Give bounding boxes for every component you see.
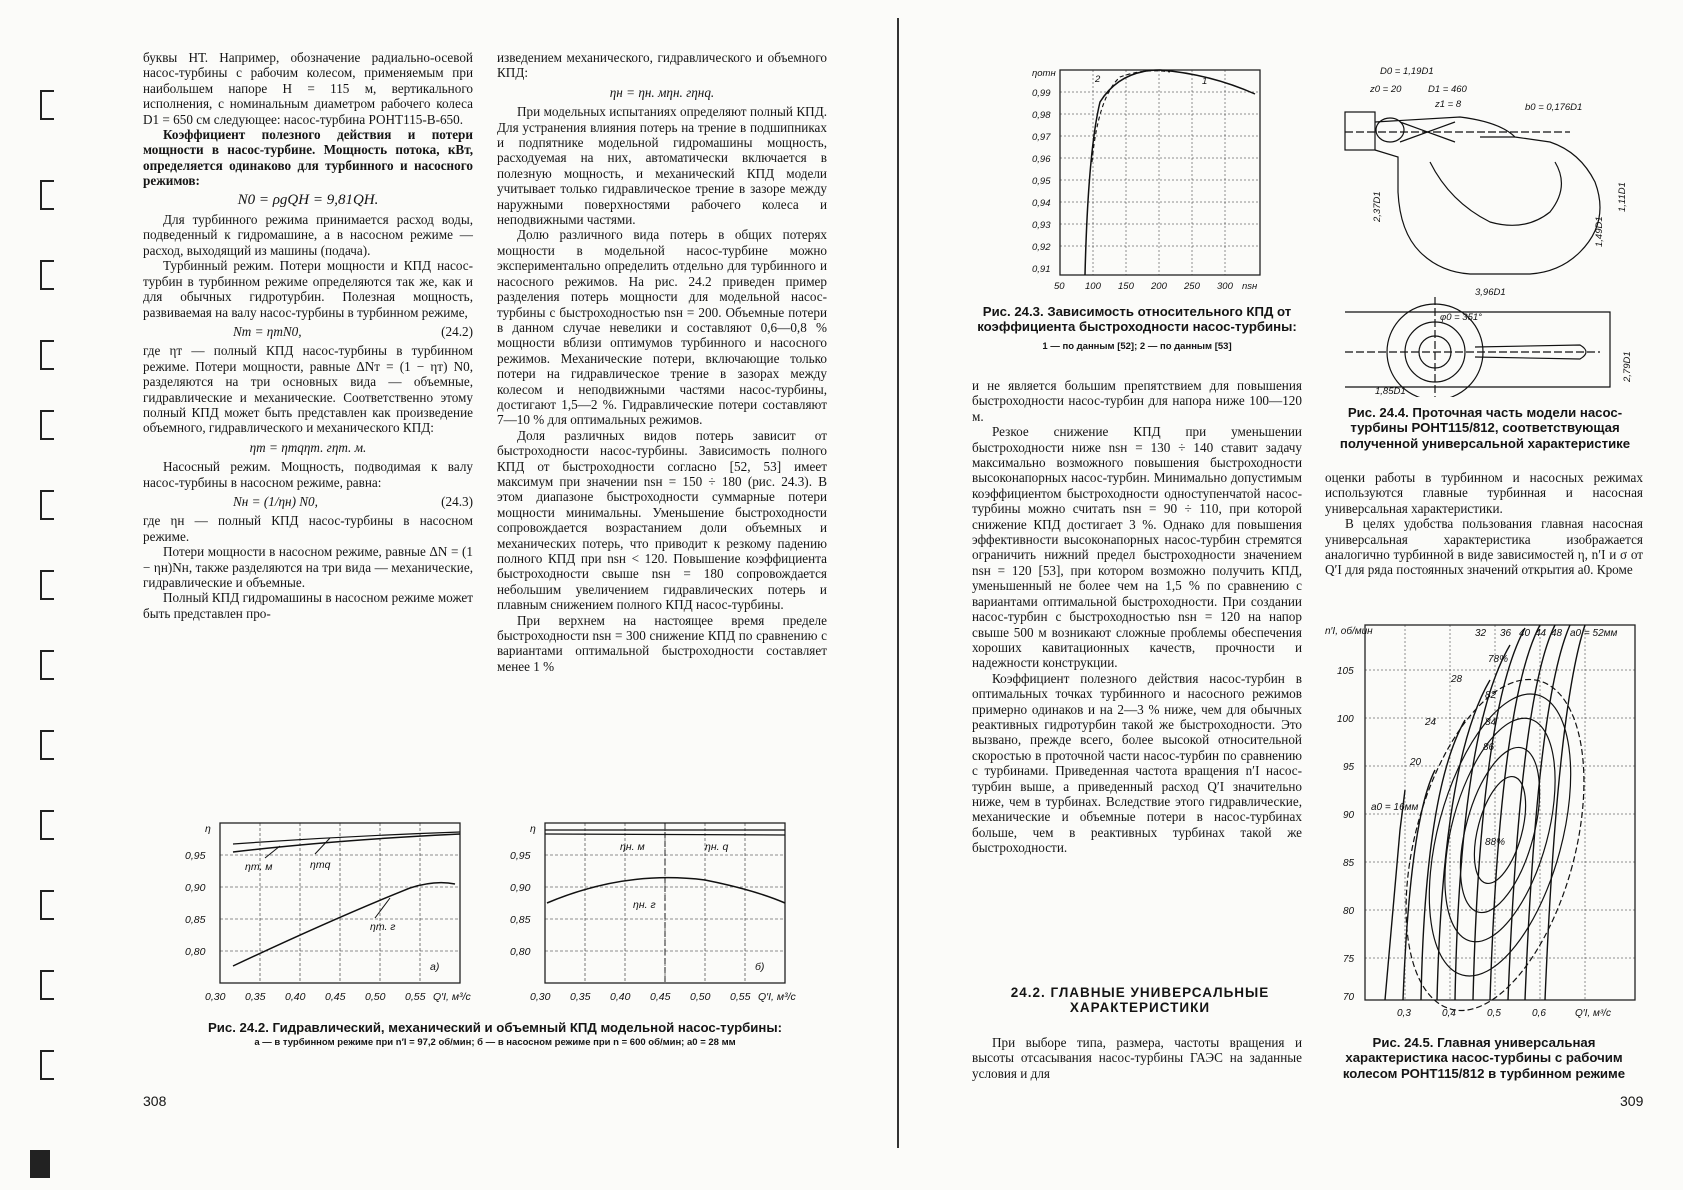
dimension-label: 1,11D1 [1617,182,1628,212]
paragraph: Турбинный режим. Потери мощности и КПД насос-турбин в турбинном режиме определяются так же, как и для обычных гидротурбин. Полезная мощность, развиваемая на валу насос-турбины в турбинном режиме, [143,258,473,320]
right-column-2 [1325,470,1643,578]
dimension-label: z1 = 8 [1435,99,1462,110]
figure-24-4-caption: Рис. 24.4. Проточная часть модели насос-турбины РОНТ115/812, соответствующая полученной универсальной характеристике [1339,405,1631,451]
paragraph: При верхнем на настоящее время пределе быстроходности nsн = 300 снижение КПД по сравнению с вариантами оптимальной быстроходности составляет менее 1 % [497,612,827,674]
opening-label: 48 [1551,628,1563,639]
paragraph: оценки работы в турбинном и насосных режимах используются главные турбинная и насосная универсальная характеристики. [1325,470,1643,516]
panel-label: а) [430,961,440,973]
x-tick: 0,50 [365,991,386,1003]
paragraph: где ηн — полный КПД насос-турбины в насосном режиме. [143,513,473,544]
section-view [1345,112,1600,274]
curve-label: ηн. м [620,841,645,853]
efficiency-label: 78% [1488,654,1509,665]
equation-eta-n: ηн = ηн. мηн. гηнq. [609,84,715,100]
curve-label: ηт. м [245,861,273,873]
x-tick: 0,3 [1397,1008,1411,1019]
y-tick: 95 [1343,762,1355,773]
dimension-label: b0 = 0,176D1 [1525,102,1583,113]
equation-24-3: Nн = (1/ηн) N0, (24.3) [233,493,473,509]
y-tick: 0,95 [185,850,206,862]
x-tick: 0,45 [325,991,346,1003]
paragraph: Коэффициент полезного действия насос-турбин в оптимальных точках турбинного и насосного режимов примерно одинаков и на 2—3 % ниже, чем для обычных реактивных гидротурбин такой же быстроходности. Это вызвано, прежде всего, более высокой относительной скоростью в проточной части насос-турбин по сравнению с турбинами. Приведенная частота вращения n′I насос-турбин выше, а приведенный расход Q′I значительно ниже, чем в турбинах. Вследствие этого гидравлические, механические и объемные потери в насос-турбинах больше, чем в реактивных турбинах такой же быстроходности. [972,670,1302,856]
y-tick: 100 [1337,714,1354,725]
y-tick: 105 [1337,666,1354,677]
x-tick: 0,35 [570,991,591,1003]
x-tick: 250 [1184,281,1200,292]
x-tick: 0,55 [405,991,426,1003]
paragraph: и не является большим препятствием для повышения быстроходности насос-турбин для напора ниже 100—120 м. [972,378,1302,424]
x-tick: 0,30 [530,991,551,1003]
dimension-label: D0 = 1,19D1 [1380,66,1434,77]
section-heading: 24.2. ГЛАВНЫЕ УНИВЕРСАЛЬНЫЕ ХАРАКТЕРИСТИКИ [1010,985,1270,1015]
binding-edge [0,0,62,1190]
y-tick: 0,93 [1032,220,1051,231]
x-tick: 0,6 [1532,1008,1546,1019]
dimension-label: D1 = 460 [1428,84,1467,95]
x-tick: 100 [1085,281,1101,292]
paragraph: где ηт — полный КПД насос-турбины в турбинном режиме. Потери мощности, равные ΔNт = (1 − ηт) N0, разделяются на три основных вида — объемные, гидравлические и механические. Соответственно этому полный КПД может быть представлен как произведение объемного, гидравлического и механического КПД: [143,343,473,436]
equation-24-2: Nт = ηтN0, (24.2) [233,323,473,339]
opening-label: a0 = 52мм [1570,628,1618,639]
curve-label: ηт. г [370,921,396,933]
y-axis-label: η [205,823,211,835]
paragraph: Полный КПД гидромашины в насосном режиме может быть представлен про- [143,590,473,621]
equation-n0: N0 = ρgQH = 9,81QH. [237,191,379,208]
y-tick: 0,90 [185,882,206,894]
x-tick: 0,40 [285,991,306,1003]
paragraph: В целях удобства пользования главная насосная универсальная характеристика изображается аналогично турбинной в виде зависимостей η, n′I и σ от Q′I для ряда постоянных значений открытия a0. Кроме [1325,516,1643,578]
y-tick: 0,92 [1032,242,1051,253]
dimension-label: 3,96D1 [1475,287,1506,298]
y-tick: 0,80 [510,946,531,958]
curve-label: 1 [1202,76,1208,87]
page-number-left: 308 [143,1093,167,1109]
figure-24-3-caption: Рис. 24.3. Зависимость относительного КПД от коэффициента быстроходности насос-турбины: 1 — по данным [52]; 2 — по данным [53] [977,304,1297,352]
x-tick: 200 [1151,281,1167,292]
efficiency-label: 84 [1485,717,1497,728]
y-tick: 0,94 [1032,198,1051,209]
opening-label: 20 [1410,757,1422,768]
paragraph: При выборе типа, размера, частоты вращения и высоты отсасывания насос-турбины ГАЭС на заданные условия и для [972,1035,1302,1081]
y-tick: 0,95 [510,850,531,862]
y-tick: 80 [1343,906,1355,917]
x-unit: Q′I, м³/с [1575,1008,1611,1019]
right-column-1-tail [972,1035,1302,1081]
y-tick: 0,91 [1032,264,1051,275]
y-axis-label: η [530,823,536,835]
y-tick: 0,85 [510,914,531,926]
figure-24-5 [1325,620,1645,1030]
opening-label: 32 [1475,628,1487,639]
dimension-label: 2,79D1 [1622,351,1633,382]
y-tick: 0,97 [1032,132,1051,143]
figure-24-5-caption: Рис. 24.5. Главная универсальная характеристика насос-турбины с рабочим колесом РОНТ115/812 в турбинном режиме [1342,1035,1626,1081]
x-tick: 0,4 [1442,1008,1456,1019]
y-tick: 0,98 [1032,110,1051,121]
paragraph: Потери мощности в насосном режиме, равные ΔN = (1 − ηн)Nн, также разделяются на три вида — механические, гидравлические и объемные. [143,544,473,590]
y-tick: 85 [1343,858,1355,869]
opening-label: 44 [1535,628,1547,639]
opening-label: 40 [1519,628,1531,639]
figure-24-2 [165,818,825,1013]
dimension-label: φ0 = 351° [1440,312,1482,323]
left-column-2 [497,50,827,674]
page-spine [897,18,899,1148]
figure-24-3 [1030,62,1290,297]
dimension-label: 1,85D1 [1375,386,1406,397]
figure-24-2-caption: Рис. 24.2. Гидравлический, механический и объемный КПД модельной насос-турбины: а — в турбинном режиме при n′I = 97,2 об/мин; б — в насосном режиме при n = 600 об/мин; a0 = 28 мм [207,1020,783,1049]
opening-label: 28 [1451,674,1463,685]
curve-label: ηн. q [705,841,729,853]
x-tick: 150 [1118,281,1134,292]
panel-b [545,823,785,983]
x-unit: Q′I, м³/с [758,991,796,1003]
paragraph: буквы НТ. Например, обозначение радиально-осевой насос-турбины с рабочим колесом, применяемым при наибольшем напоре H = 115 м, вертикального исполнения, с номинальным диаметром рабочего колеса D1 = 650 см следующее: насос-турбина РОНТ115-В-650. [143,50,473,127]
x-tick: 0,40 [610,991,631,1003]
opening-label: 24 [1425,717,1437,728]
x-unit: Q′I, м³/с [433,991,471,1003]
y-tick: 0,96 [1032,154,1051,165]
dimension-label: 1,49D1 [1594,216,1605,247]
y-axis-label: n′I, об/мин [1325,626,1373,637]
x-unit: nsн [1242,281,1258,292]
panel-a [220,823,460,983]
opening-label: a0 = 16мм [1371,802,1419,813]
efficiency-label: 86 [1483,742,1495,753]
y-tick: 0,85 [185,914,206,926]
opening-label: 36 [1500,628,1512,639]
left-column-1 [143,50,473,621]
right-column-1 [972,378,1302,856]
efficiency-label: 88% [1485,837,1506,848]
paragraph: Насосный режим. Мощность, подводимая к валу насос-турбины в насосном режиме, равна: [143,459,473,490]
y-tick: 75 [1343,954,1355,965]
dimension-label: z0 = 20 [1370,84,1402,95]
y-tick: 0,80 [185,946,206,958]
paragraph: Доля различных видов потерь зависит от быстроходности насос-турбины. Зависимость полного КПД от быстроходности согласно [52, 53] имеет максимум при значении nsн = 150 ÷ 180 (рис. 24.3). В этом диапазоне быстроходности суммарные потери мощности минимальны. Уменьшение быстроходности сопровождается возрастанием доли объемных и механических потерь, что приводит к резкому падению полного КПД при nsн < 120. Повышение коэффициента быстроходности свыше nsн = 180 сопровождается небольшим увеличением гидравлических потерь и плавным снижением полного КПД насос-турбины. [497,427,827,613]
figure-24-4 [1340,62,1640,397]
paragraph: Резкое снижение КПД при уменьшении быстроходности ниже nsн = 130 ÷ 140 ставит задачу максимально возможного повышения быстроходности высоконапорных насос-турбин. Минимально допустимым коэффициентом быстроходности одноступенчатой насос-турбины можно считать nsн = 90 ÷ 110, при которой снижение КПД достигает 3 %. Однако для повышения эффективности высоконапорных насос-турбин стремятся ограничить нижний предел быстроходности значением nsн = 120 [53], при котором возможно получить КПД, уменьшенный не более чем на 1,5 % по сравнению с вариантами оптимальной быстроходности. При создании насос-турбин с быстроходностью nsн = 120 на напор свыше 500 м возникают сложные проблемы обеспечения хороших кавитационных качеств, прочности и надежности конструкции. [972,424,1302,671]
y-tick: 0,90 [510,882,531,894]
x-tick: 0,35 [245,991,266,1003]
efficiency-label: 82 [1485,690,1497,701]
y-tick: 0,99 [1032,88,1051,99]
x-tick: 0,55 [730,991,751,1003]
equation-eta-t: ηт = ηтqηт. гηт. м. [249,439,367,455]
paragraph: При модельных испытаниях определяют полный КПД. Для устранения влияния потерь на трение в подшипниках и подпятнике модельной гидромашины мощность, расходуемая на них, автоматически включается в полезную мощность, и механический КПД модели учитывает только гидравлическое трение в зазоре между наружными поверхностями рабочего колеса и неподвижными частями. [497,104,827,228]
page-number-right: 309 [1620,1093,1644,1109]
curve-label: 2 [1095,74,1101,85]
curve-label: ηн. г [633,899,656,911]
y-axis-label: ηотн [1032,68,1056,79]
curve-label: ηтq [310,859,331,871]
paragraph: Долю различного вида потерь в общих потерях мощности в модельной насос-турбине можно экспериментально определить отдельно для турбинного и насосного режимов. На рис. 24.2 приведен пример разделения потерь мощности для модельной насос-турбины с быстроходностью nsн = 200. Объемные потери в данном случае невелики и составляют 0,6—0,8 % мощности вблизи оптимумов турбинного и насосного режимов. Механические потери, включающие только потери на гидравлическое трение в зазорах между колесом и неподвижными частями насос-турбины, достигают 1,5—2 %. Гидравлические потери составляют 7—10 % для оптимальных режимов. [497,227,827,428]
paragraph: изведением механического, гидравлического и объемного КПД: [497,50,827,81]
x-tick: 0,30 [205,991,226,1003]
x-tick: 300 [1217,281,1233,292]
y-tick: 90 [1343,810,1355,821]
x-tick: 0,45 [650,991,671,1003]
dimension-label: 2,37D1 [1372,191,1383,222]
paragraph: Коэффициент полезного действия и потери мощности в насос-турбине. Мощность потока, кВт, определяется одинаково для турбинного и насосного режимов: [143,127,473,189]
y-tick: 70 [1343,992,1355,1003]
x-tick: 0,5 [1487,1008,1501,1019]
paragraph: Для турбинного режима принимается расход воды, подведенный к гидромашине, а в насосном режиме — расход, выходящий из машины (подача). [143,212,473,258]
x-tick: 50 [1054,281,1065,292]
x-tick: 0,50 [690,991,711,1003]
panel-label: б) [755,961,765,973]
y-tick: 0,95 [1032,176,1051,187]
